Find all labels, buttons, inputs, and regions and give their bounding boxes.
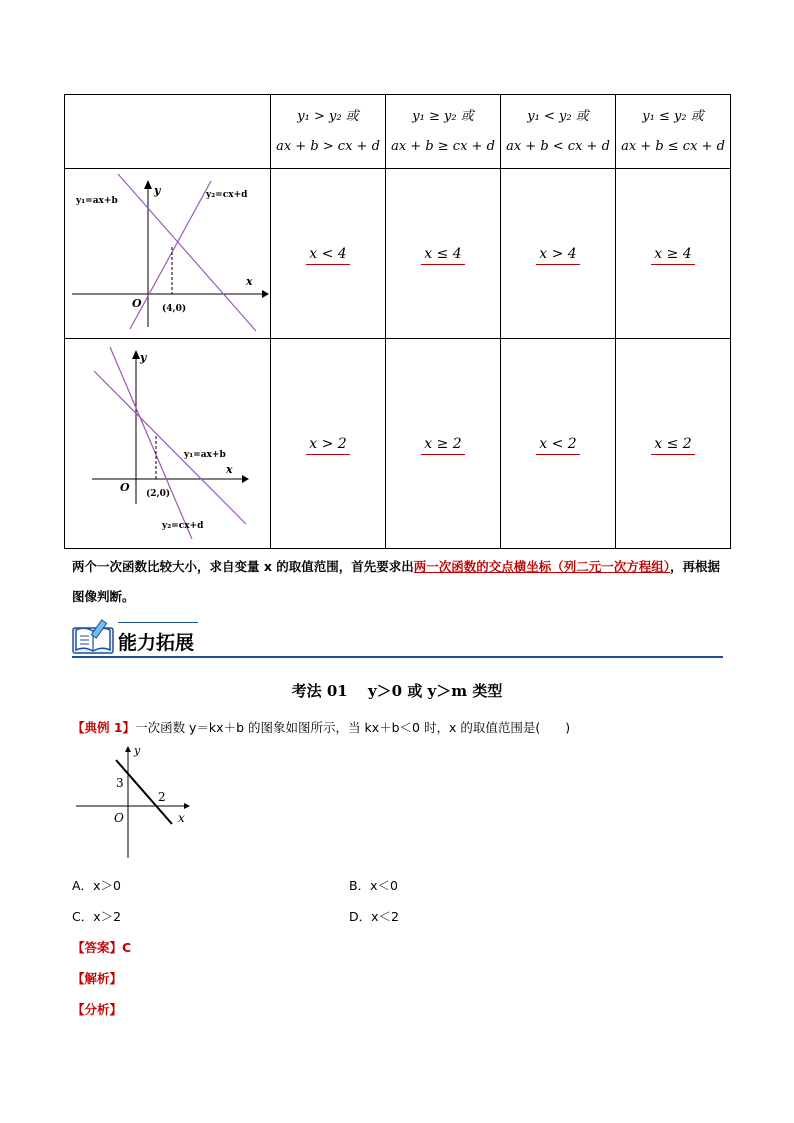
label-x: x bbox=[245, 275, 253, 288]
header-top: y₁ ≥ y₂ 或 bbox=[412, 108, 474, 124]
line-y2 bbox=[110, 347, 192, 539]
label-x: x bbox=[225, 463, 233, 476]
method-title: 考法 01 y＞0 或 y＞m 类型 bbox=[291, 682, 503, 700]
label-line1: y₁=ax+b bbox=[75, 196, 118, 206]
header-cell bbox=[271, 95, 386, 169]
label-origin: O bbox=[114, 811, 124, 825]
label-line1: y₁=ax+b bbox=[183, 450, 226, 460]
table-header-row bbox=[65, 95, 731, 169]
answer-cell bbox=[271, 339, 386, 549]
label-y: y bbox=[153, 184, 160, 197]
header-cell bbox=[386, 95, 501, 169]
answer-tag: 【答案】 bbox=[72, 940, 123, 955]
analysis-tag: 【解析】 bbox=[72, 971, 123, 986]
example-text: 一次函数 y＝kx＋b 的图象如图所示，当 kx＋b＜0 时，x 的取值范围是( ) bbox=[135, 720, 571, 735]
table-row bbox=[65, 339, 731, 549]
header-bottom: ax + b > cx + d bbox=[276, 138, 380, 154]
label-x-intercept: 2 bbox=[158, 790, 166, 804]
label-x: x bbox=[178, 811, 185, 825]
option-value: x＜2 bbox=[371, 909, 399, 924]
book-icon bbox=[72, 618, 114, 658]
answer-cell bbox=[616, 339, 731, 549]
answer-r1c4: x ≥ 4 bbox=[651, 246, 694, 265]
note-text1: 两个一次函数比较大小，求自变量 x 的取值范围，首先要求出 bbox=[72, 559, 414, 574]
label-origin: O bbox=[131, 297, 142, 310]
label-y: y bbox=[139, 351, 146, 364]
note-highlight: 两一次函数的交点横坐标（列二元一次方程组） bbox=[413, 559, 671, 574]
option-label: B． bbox=[349, 878, 371, 893]
section-top-line bbox=[118, 622, 198, 623]
header-top: y₁ < y₂ 或 bbox=[527, 108, 589, 124]
header-top: y₁ ≤ y₂ 或 bbox=[642, 108, 704, 124]
comparison-table bbox=[64, 94, 731, 549]
example-graph bbox=[74, 744, 194, 860]
note-text2: ，再根据图像判断。 bbox=[72, 559, 721, 604]
label-y-intercept: 3 bbox=[116, 776, 124, 790]
option-label: A． bbox=[72, 878, 94, 893]
option-c[interactable] bbox=[72, 907, 121, 925]
option-value: x＞0 bbox=[93, 878, 121, 893]
answer-cell bbox=[501, 169, 616, 339]
graph-row1 bbox=[66, 169, 270, 334]
label-origin: O bbox=[119, 481, 130, 494]
empty-corner-cell bbox=[65, 95, 271, 169]
section-title: 能力拓展 bbox=[118, 632, 195, 654]
header-cell bbox=[616, 95, 731, 169]
graph-cell bbox=[65, 169, 271, 339]
answer-r2c1: x > 2 bbox=[306, 436, 349, 455]
y-axis-arrow bbox=[144, 180, 152, 189]
answer-r2c4: x ≤ 2 bbox=[651, 436, 694, 455]
option-label: D． bbox=[349, 909, 372, 924]
option-value: x＞2 bbox=[93, 909, 122, 924]
section-rule bbox=[72, 656, 723, 658]
answer-cell bbox=[271, 169, 386, 339]
example-tag: 【典例 1】 bbox=[72, 720, 136, 735]
answer-r1c3: x > 4 bbox=[536, 246, 579, 265]
x-axis-arrow bbox=[262, 290, 269, 298]
label-y: y bbox=[134, 744, 141, 757]
answer-cell bbox=[386, 169, 501, 339]
answer-line bbox=[72, 938, 131, 956]
graph-row2 bbox=[66, 339, 270, 544]
answer-cell bbox=[616, 169, 731, 339]
answer-cell bbox=[501, 339, 616, 549]
option-value: x＜0 bbox=[370, 878, 398, 893]
table-row bbox=[65, 169, 731, 339]
answer-r1c1: x < 4 bbox=[306, 246, 349, 265]
header-bottom: ax + b < cx + d bbox=[506, 138, 610, 154]
option-b[interactable] bbox=[349, 876, 398, 894]
option-a[interactable] bbox=[72, 876, 121, 894]
answer-r2c3: x < 2 bbox=[536, 436, 579, 455]
label-point: (4,0) bbox=[161, 304, 186, 314]
line-y1 bbox=[94, 371, 246, 524]
x-axis-arrow bbox=[242, 475, 249, 483]
answer-cell bbox=[386, 339, 501, 549]
label-point: (2,0) bbox=[145, 489, 170, 499]
y-axis-arrow bbox=[132, 350, 140, 359]
answer-r1c2: x ≤ 4 bbox=[421, 246, 464, 265]
answer-r2c2: x ≥ 2 bbox=[421, 436, 464, 455]
label-line2: y₂=cx+d bbox=[161, 521, 203, 531]
header-bottom: ax + b ≤ cx + d bbox=[621, 138, 725, 154]
label-line2: y₂=cx+d bbox=[205, 190, 247, 200]
header-top: y₁ > y₂ 或 bbox=[297, 108, 359, 124]
example-question bbox=[72, 718, 570, 736]
answer-value: C bbox=[122, 940, 132, 955]
fenxi-tag: 【分析】 bbox=[72, 1002, 123, 1017]
option-label: C． bbox=[72, 909, 94, 924]
option-d[interactable] bbox=[349, 907, 399, 925]
method-note bbox=[72, 552, 732, 612]
header-bottom: ax + b ≥ cx + d bbox=[391, 138, 495, 154]
graph-cell bbox=[65, 339, 271, 549]
header-cell bbox=[501, 95, 616, 169]
